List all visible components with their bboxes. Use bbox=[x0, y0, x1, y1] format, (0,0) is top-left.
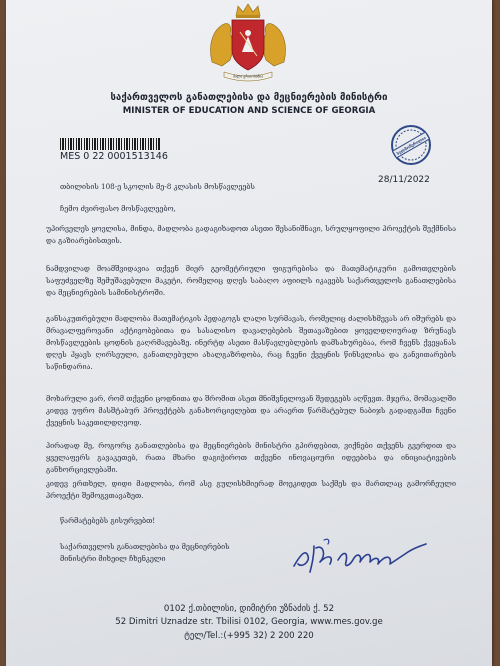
paragraph: ნამდვილად მოამშვიდავია თქვენ მიერ გეომეტრიული ფიგურებისა და მათემატიკური გამოთვლების საფუძველზე შემუშავებული მაკეტი, რომელიც დღეს საბაღო აფიილს იკავებს საქართველოს განათლებისა და მეცნიერების სამინისტროში. bbox=[46, 264, 456, 297]
barcode bbox=[60, 138, 160, 150]
paragraph: კიდევ ერთხელ, დიდი მადლობა, რომ ასე გულისხმიერად მოეკიდეთ საქმეს და მართლაც გამორჩეული პროექტი შემოგვთავაზეთ. bbox=[46, 479, 456, 500]
paragraph: პირადად მე, როგორც განათლებისა და მეცნიერების მინისტრი გპირდებით, ვიქნები თქვენს გვერდით და ყველაფერს გავაკეთებ, რათა მხარი დაგიჭიროთ თქვენი ინოვაციური იდეებისა და ინიციატივების განხორციელებაში. bbox=[46, 441, 456, 474]
addressee: თბილისის 108-ე სკოლის მე-8 კლასის მოსწავლეებს bbox=[60, 182, 255, 191]
footer-address-georgian: 0102 ქ.თბილისი, დიმიტრი უზნაძის ქ. 52 bbox=[163, 604, 335, 614]
closing-line: წარმატებებს გისურვებთ! bbox=[60, 516, 156, 525]
paragraph: მოხარული ვარ, რომ თქვენი ცოდნითა და შრომით ასეთ მნიშვნელოვან შედეგებს აღწევთ. მჯერა, მომავალში კიდევ უფრო მასშტაბურ პროექტებს განახორციელებთ და არაერთ წარმატებულ ნაბიჯს გადადგამთ ჩვენი ქვეყნის საკეთილდღეოდ. bbox=[46, 394, 456, 427]
letter-page bbox=[6, 0, 492, 666]
document-number: MES 0 22 0001513146 bbox=[60, 151, 168, 162]
paragraph: განსაკუთრებული მადლობა მათემატიკის პედაგოგს ლალი სურმავას, რომელიც ძალისხმევას არ იშურებს და მრავალფეროვანი აქტივობებითა და სასალისო დავალებების შეთავაზებით ყოველდღიურად ზრუნავს მოსწავლეების ცოდნის გაღრმავებაზე. ინერტდ ასეთი მასწავლებლების დამსახურებაა, რომ ჩვენს ქვეყანას დღეს ჰყავს ღირსეული, განათლებული ახალგაზრდობა, რაც ჩვენი ქვეყნის წინსვლისა და განვითარების საწინდარია. bbox=[46, 314, 456, 371]
signatory-name: მინისტრი მიხეილ ჩხენკელი bbox=[60, 554, 166, 563]
coat-of-arms-icon bbox=[202, 2, 294, 82]
letter-date: 28/11/2022 bbox=[378, 175, 430, 185]
signed-stamp-icon bbox=[390, 124, 432, 166]
salutation: ჩემო ძვირფასო მოსწავლეებო, bbox=[60, 204, 176, 213]
ministry-title-georgian: საქართველოს განათლებისა და მეცნიერების მინისტრი bbox=[110, 92, 388, 103]
coat-motto: ძალა ერთობაშია bbox=[232, 74, 264, 79]
stamp-text: ხელმოწერილია bbox=[395, 134, 427, 156]
paragraph: უპირველეს ყოვლისა, მინდა, მადლობა გადაგიხადოთ ასეთი შესანიშნავი, სრულყოფილი პროექტის შექმნისა და გაზიარებისთვის. bbox=[46, 224, 456, 245]
handwritten-signature bbox=[284, 522, 434, 582]
signatory-title: საქართველოს განათლებისა და მეცნიერების bbox=[60, 542, 230, 551]
ministry-title-english: MINISTER OF EDUCATION AND SCIENCE OF GEORGIA bbox=[122, 106, 376, 116]
footer-phone: ტელ/Tel.:(+995 32) 2 200 220 bbox=[184, 631, 314, 641]
footer-address-english: 52 Dimitri Uznadze str. Tbilisi 0102, Georgia, www.mes.gov.ge bbox=[115, 617, 383, 627]
